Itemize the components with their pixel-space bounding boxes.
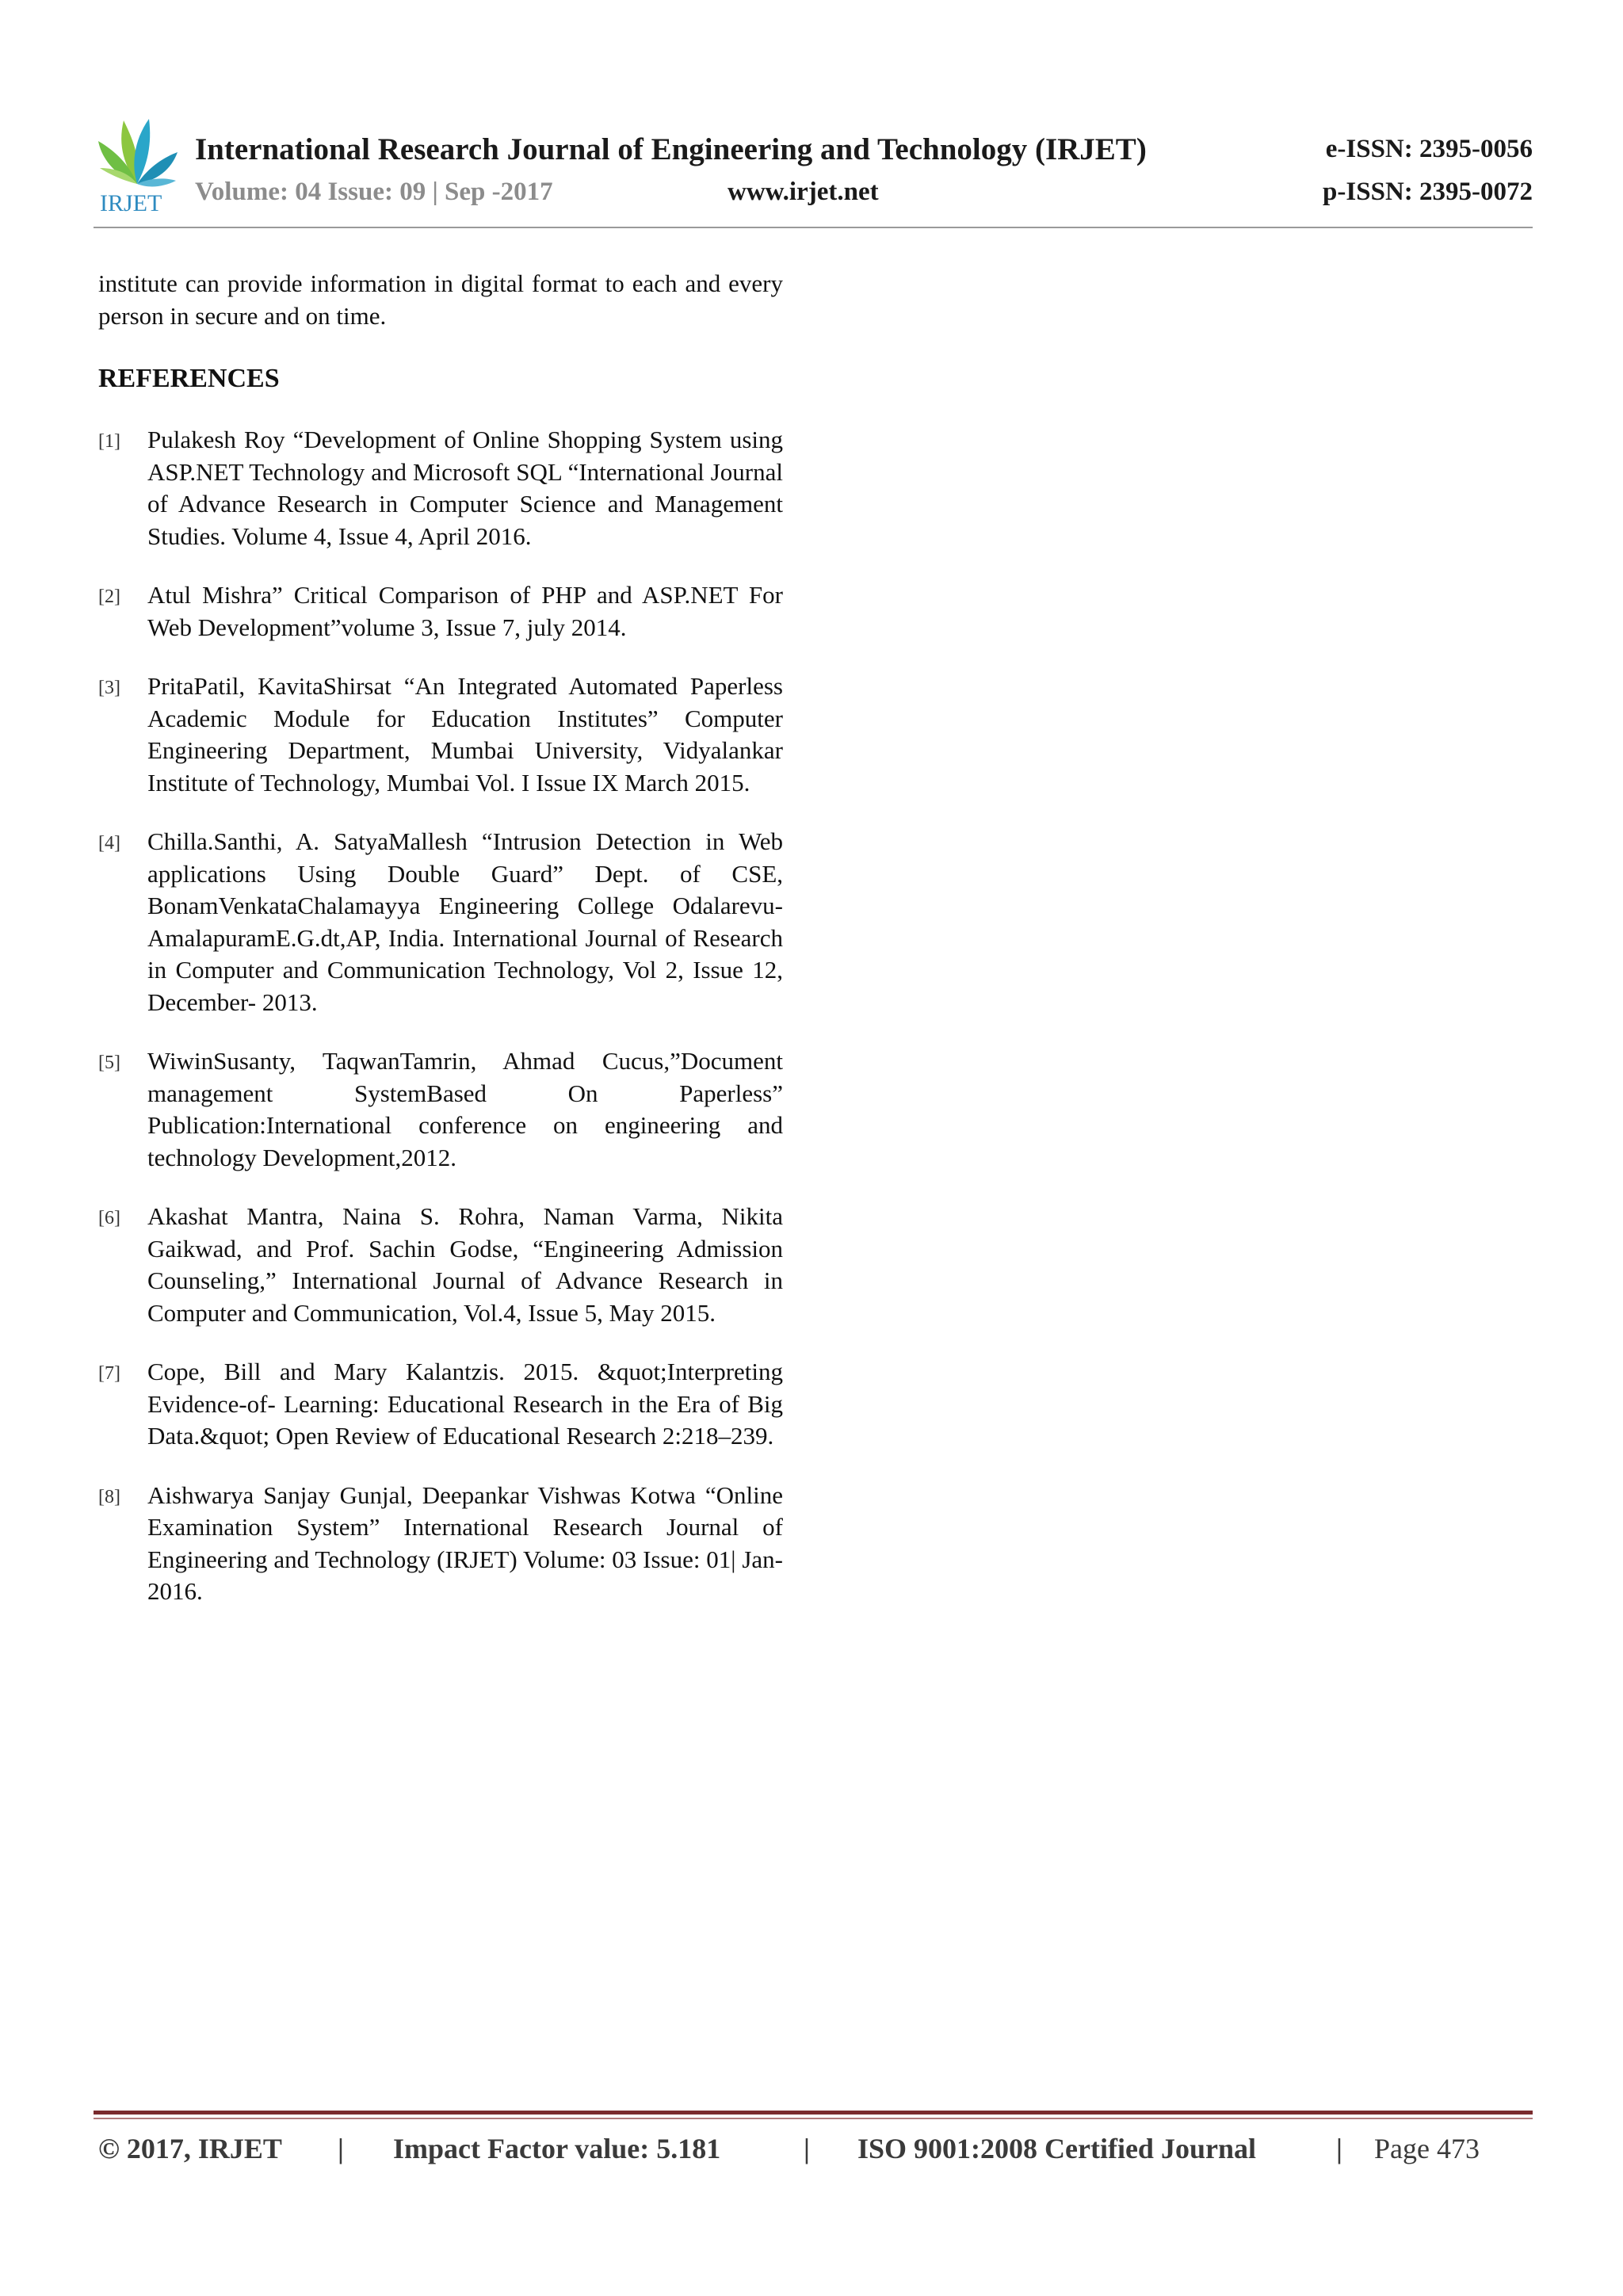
footer-divider: [94, 2111, 1533, 2115]
footer-separator: |: [338, 2133, 344, 2164]
footer-separator: |: [1336, 2133, 1342, 2164]
reference-item: [98, 579, 783, 644]
reference-item: [98, 670, 783, 799]
footer-divider-thin: [94, 2118, 1533, 2119]
header-divider: [94, 227, 1533, 228]
reference-text: Pulakesh Roy “Development of Online Shopping System using ASP.NET Technology and Microsoft SQL “International Journal of Advance Research in Computer Science and Management Studies. Volume 4, Issue 4, April 2016.: [147, 426, 783, 550]
footer-copyright: © 2017, IRJET: [98, 2133, 282, 2164]
irjet-leaf-icon: [94, 111, 181, 214]
reference-number: [4]: [98, 833, 120, 854]
page-footer: [98, 2132, 1533, 2172]
reference-number: [5]: [98, 1052, 120, 1073]
reference-number: [8]: [98, 1486, 120, 1507]
reference-item: [98, 1201, 783, 1329]
e-issn: e-ISSN: 2395-0056: [1325, 135, 1533, 163]
reference-item: [98, 424, 783, 552]
irjet-logo: [94, 111, 181, 214]
volume-issue: Volume: 04 Issue: 09 | Sep -2017: [195, 178, 553, 206]
references-list: [98, 424, 783, 1608]
page-number: Page 473: [1374, 2133, 1480, 2164]
footer-separator: |: [804, 2133, 810, 2164]
reference-number: [3]: [98, 678, 120, 698]
footer-impact-factor: Impact Factor value: 5.181: [393, 2133, 721, 2164]
left-column: [98, 268, 783, 1635]
reference-number: [2]: [98, 586, 120, 607]
reference-item: [98, 1480, 783, 1608]
journal-website[interactable]: www.irjet.net: [727, 178, 879, 206]
reference-number: [6]: [98, 1208, 120, 1228]
reference-text: Akashat Mantra, Naina S. Rohra, Naman Varma, Nikita Gaikwad, and Prof. Sachin Godse, “Engineering Admission Counseling,” International Journal of Advance Research in Computer and Communication, Vol.4, Issue 5, May 2015.: [147, 1202, 783, 1327]
journal-header: [94, 111, 1533, 230]
references-heading: REFERENCES: [98, 364, 280, 393]
reference-text: Atul Mishra” Critical Comparison of PHP and ASP.NET For Web Development”volume 3, Issue 7, july 2014.: [147, 581, 783, 641]
reference-item: [98, 1045, 783, 1174]
reference-text: Aishwarya Sanjay Gunjal, Deepankar Vishwas Kotwa “Online Examination System” International Research Journal of Engineering and Technology (IRJET) Volume: 03 Issue: 01| Jan-2016.: [147, 1480, 783, 1605]
reference-text: Cope, Bill and Mary Kalantzis. 2015. &quot;Interpreting Evidence-of- Learning: Educational Research in the Era of Big Data.&quot; Open Review of Educational Research 2:218–239.: [147, 1358, 783, 1450]
reference-text: WiwinSusanty, TaqwanTamrin, Ahmad Cucus,”Document management SystemBased On Paperless” Publication:International conference on engineering and technology Development,2012.: [147, 1047, 783, 1171]
reference-item: [98, 1356, 783, 1453]
reference-number: [7]: [98, 1363, 120, 1384]
footer-iso-certification: ISO 9001:2008 Certified Journal: [857, 2133, 1256, 2164]
reference-number: [1]: [98, 431, 120, 452]
journal-title: International Research Journal of Engineering and Technology (IRJET): [195, 132, 1147, 166]
intro-paragraph: institute can provide information in digital format to each and every person in secure and on time.: [98, 269, 783, 330]
reference-text: Chilla.Santhi, A. SatyaMallesh “Intrusion Detection in Web applications Using Double Guard” Dept. of CSE, BonamVenkataChalamayya Engineering College Odalarevu- AmalapuramE.G.dt,AP, India. International Journal of Research in Computer and Communication Technology, Vol 2, Issue 12, December- 2013.: [147, 827, 783, 1016]
p-issn: p-ISSN: 2395-0072: [1323, 178, 1533, 206]
logo-text: IRJET: [100, 190, 162, 214]
reference-text: PritaPatil, KavitaShirsat “An Integrated Automated Paperless Academic Module for Education Institutes” Computer Engineering Department, Mumbai University, Vidyalankar Institute of Technology, Mumbai Vol. I Issue IX March 2015.: [147, 672, 783, 797]
reference-item: [98, 826, 783, 1018]
